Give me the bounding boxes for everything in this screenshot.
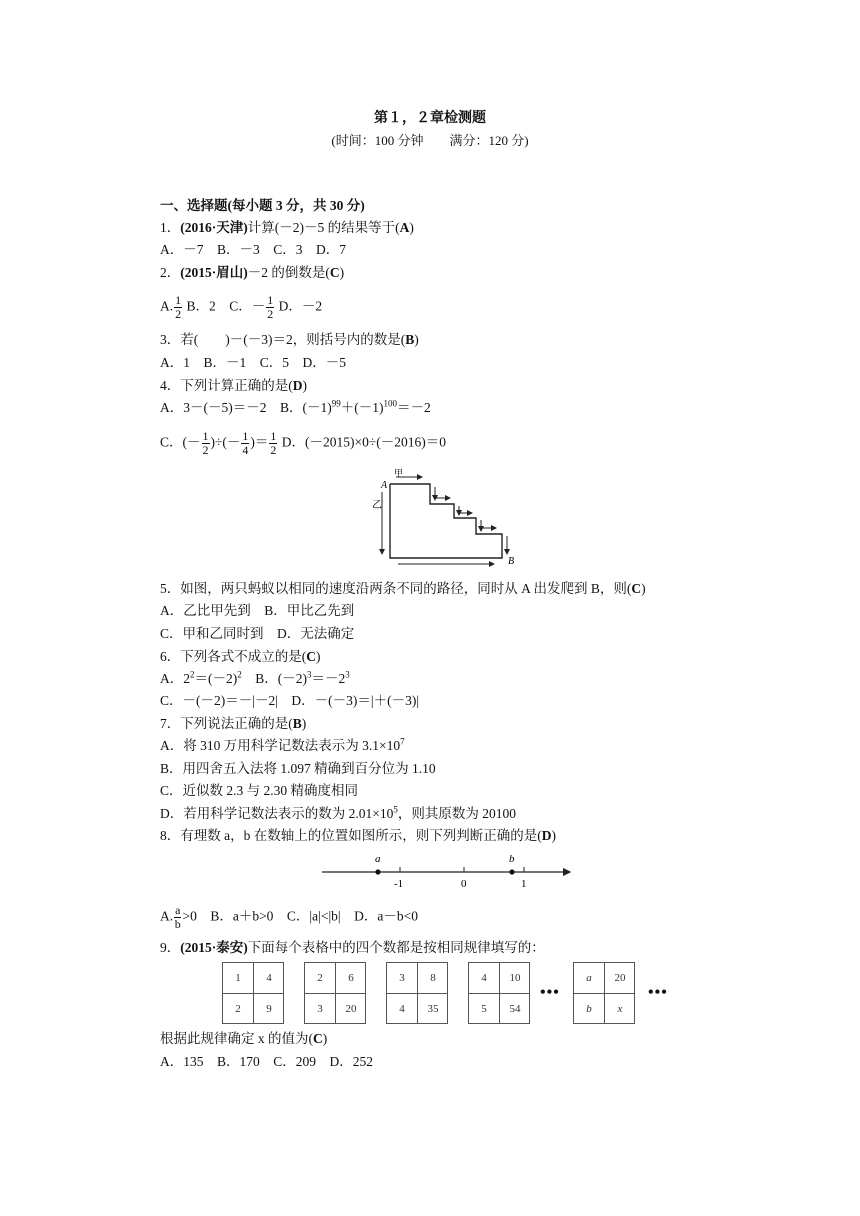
q7-d-text: D．若用科学记数法表示的数为 2.01×10 [160,806,394,821]
grid-cell: 35 [427,1003,439,1015]
q5-options-2: C．甲和乙同时到 D．无法确定 [160,626,355,641]
question-1 [160,219,414,237]
exponent: 99 [331,398,341,409]
q6-a2: ＝(－2) [194,671,238,686]
q3-options: A．1 B．－1 C．5 D．－5 [160,355,347,370]
q3-stem: 3．若( )－(－3)＝2，则括号内的数是( [160,332,406,347]
q4-opt-b-end: ＝－2 [397,400,431,415]
section-heading: 一、选择题(每小题 3 分，共 30 分) [160,198,365,213]
q6-answer: C [306,649,316,664]
q4-options-ab [160,399,431,417]
exponent: 5 [393,804,398,815]
page-subtitle: (时间：100 分钟 满分：120 分) [331,133,529,148]
question-4 [160,377,307,395]
frac-numerator: a [175,903,181,917]
q1-options: A．－7 B．－3 C．3 D．7 [160,242,347,257]
q7-option-b: B．用四舍五入法将 1.097 精确到百分位为 1.10 [160,761,436,776]
grid-cell: a [586,972,592,984]
point-b [509,869,514,874]
q5-options-1: A．乙比甲先到 B．甲比乙先到 [160,603,355,618]
q1-close: ) [409,220,414,235]
grid-cell: 2 [317,972,323,984]
q8-opt-a: A. [160,908,174,924]
exponent: 2 [190,669,195,680]
q5-stem: 5．如图，两只蚂蚁以相同的速度沿两条不同的路径，同时从 A 出发爬到 B，则( [160,581,632,596]
q9-follow [160,1030,327,1048]
q1-answer: A [399,220,410,235]
grid-cell: 6 [348,972,354,984]
q6-close: ) [316,649,321,664]
exponent: 3 [307,669,312,680]
q1-source: (2016·天津) [180,220,248,235]
q2-number: 2． [160,265,181,280]
ellipsis-dots: ••• [540,984,560,1001]
tick-label-minus-one: -1 [394,878,404,890]
grid-cell: 20 [614,972,626,984]
q7-stem: 7．下列说法正确的是( [160,716,293,731]
q3-close: ) [414,332,419,347]
frac-numerator: 1 [270,429,277,443]
q9-close: ) [322,1031,328,1046]
path-yi [390,484,502,558]
grid-cell: 4 [481,972,487,984]
q1-number: 1． [160,220,181,235]
q3-answer: B [405,332,415,347]
q6-a3: B．(－2) [241,671,307,686]
q4-options-cd [160,430,446,457]
grid-cell: 5 [481,1003,487,1015]
number-grid [304,962,366,1024]
q8-answer: D [541,828,552,843]
grid-cell: 8 [430,972,436,984]
number-grid [222,962,284,1024]
grid-cell: x [617,1003,623,1015]
q2-close: ) [339,265,345,280]
question-8 [160,827,556,845]
grid-cell: b [586,1003,592,1015]
q7-close: ) [301,716,307,731]
q5-answer: C [631,581,642,596]
ant-path-figure [366,468,526,570]
frac-numerator: 1 [267,293,274,307]
frac-denominator: 2 [175,307,182,321]
grid-cell: 54 [509,1003,521,1015]
grid-cell: 2 [235,1003,241,1015]
q2-source: (2015·眉山) [180,265,248,280]
q2-fraction-a [174,294,182,321]
q2-opt-a: A. [160,298,174,314]
grid-cell: 1 [235,972,241,984]
q4-opt-a: A．3－(－5)＝－2 B．(－1) [160,400,332,415]
q9-answer: C [313,1031,323,1046]
number-grid [468,962,530,1024]
grid-cell: 3 [399,972,405,984]
frac-numerator: 1 [242,429,249,443]
label-yi: 乙 [372,500,382,511]
number-grid [386,962,448,1024]
grid-cell: 20 [345,1003,357,1015]
frac-denominator: 4 [242,443,249,457]
point-a [375,869,380,874]
label-jia: 甲 [394,468,404,478]
q4-close: ) [302,378,307,393]
q9-follow-text: 根据此规律确定 x 的值为( [160,1031,313,1046]
q8-close: ) [551,828,556,843]
label-a: A [381,480,388,491]
q4-opt-d: D．(－2015)×0÷(－2016)＝0 [281,434,447,450]
label-a: a [375,853,381,865]
q9-source: (2015·泰安) [180,940,248,955]
number-grid [573,962,635,1024]
q7-option-c: C．近似数 2.3 与 2.30 精确度相同 [160,783,359,798]
grid-cell: 9 [266,1003,272,1015]
q4-stem: 4．下列计算正确的是( [160,378,293,393]
q8-fraction [174,904,181,931]
tick-label-one: 1 [521,878,527,890]
grid-cell: 3 [317,1003,323,1015]
q2-options [160,294,322,321]
q7-option-a [160,737,405,755]
q2-opt-b: B．2 C．－ [186,298,266,314]
question-9 [160,939,545,957]
label-b: b [509,853,515,865]
q4-opt-c-mid: )÷(－ [210,434,241,450]
exponent: 2 [237,669,242,680]
q7-answer: B [292,716,302,731]
q4-fraction-3 [269,430,277,457]
q7-option-d [160,805,516,823]
q6-a4: ＝－2 [311,671,346,686]
q2-answer: C [329,265,340,280]
frac-numerator: 1 [202,429,209,443]
question-3 [160,331,419,349]
question-2 [160,264,344,282]
q7-a-text: A．将 310 万用科学记数法表示为 3.1×10 [160,738,401,753]
grid-cell: 4 [399,1003,405,1015]
q6-options-cd: C．－(－2)＝－|－2| D．－(－3)＝|＋(－3)| [160,693,420,708]
q6-a1: A．2 [160,671,190,686]
q2-fraction-c [266,294,274,321]
q8-opt-rest: >0 B．a＋b>0 C．|a|<|b| D．a－b<0 [182,908,418,924]
frac-denominator: 2 [267,307,274,321]
frac-numerator: 1 [175,293,182,307]
q4-opt-b-mid: ＋(－1) [340,400,384,415]
q5-close: ) [641,581,646,596]
frac-denominator: 2 [202,443,209,457]
q2-stem: －2 的倒数是( [247,265,330,280]
q2-opt-d: D．－2 [278,298,323,314]
ellipsis-dots: ••• [648,984,668,1001]
exponent: 3 [345,669,350,680]
q4-opt-c-eq: )＝ [250,434,269,450]
q6-stem: 6．下列各式不成立的是( [160,649,307,664]
label-b: B [508,556,515,567]
grid-cell: 10 [509,972,521,984]
number-line [320,850,576,892]
exponent: 7 [400,736,405,747]
q4-fraction-2 [241,430,249,457]
q9-number: 9． [160,940,181,955]
grid-cell: 4 [266,972,272,984]
q4-answer: D [292,378,303,393]
q6-options-ab [160,670,350,688]
q8-stem: 8．有理数 a，b 在数轴上的位置如图所示，则下列判断正确的是( [160,828,542,843]
tick-label-zero: 0 [461,878,467,890]
question-5 [160,580,646,598]
question-7 [160,715,306,733]
q4-fraction-1 [202,430,210,457]
q4-opt-c-pre: C．(－ [160,434,201,450]
q9-options: A．135 B．170 C．209 D．252 [160,1054,374,1069]
q8-options [160,904,418,931]
q7-d-end: ，则其原数为 20100 [397,806,516,821]
exponent: 100 [383,398,397,409]
q1-stem: 计算(－2)－5 的结果等于( [247,220,400,235]
page-title: 第１，２章检测题 [374,111,486,126]
frac-denominator: b [174,917,181,931]
frac-denominator: 2 [270,443,277,457]
question-6 [160,648,321,666]
q9-stem: 下面每个表格中的四个数都是按相同规律填写的： [247,940,545,955]
path-jia [390,484,502,550]
